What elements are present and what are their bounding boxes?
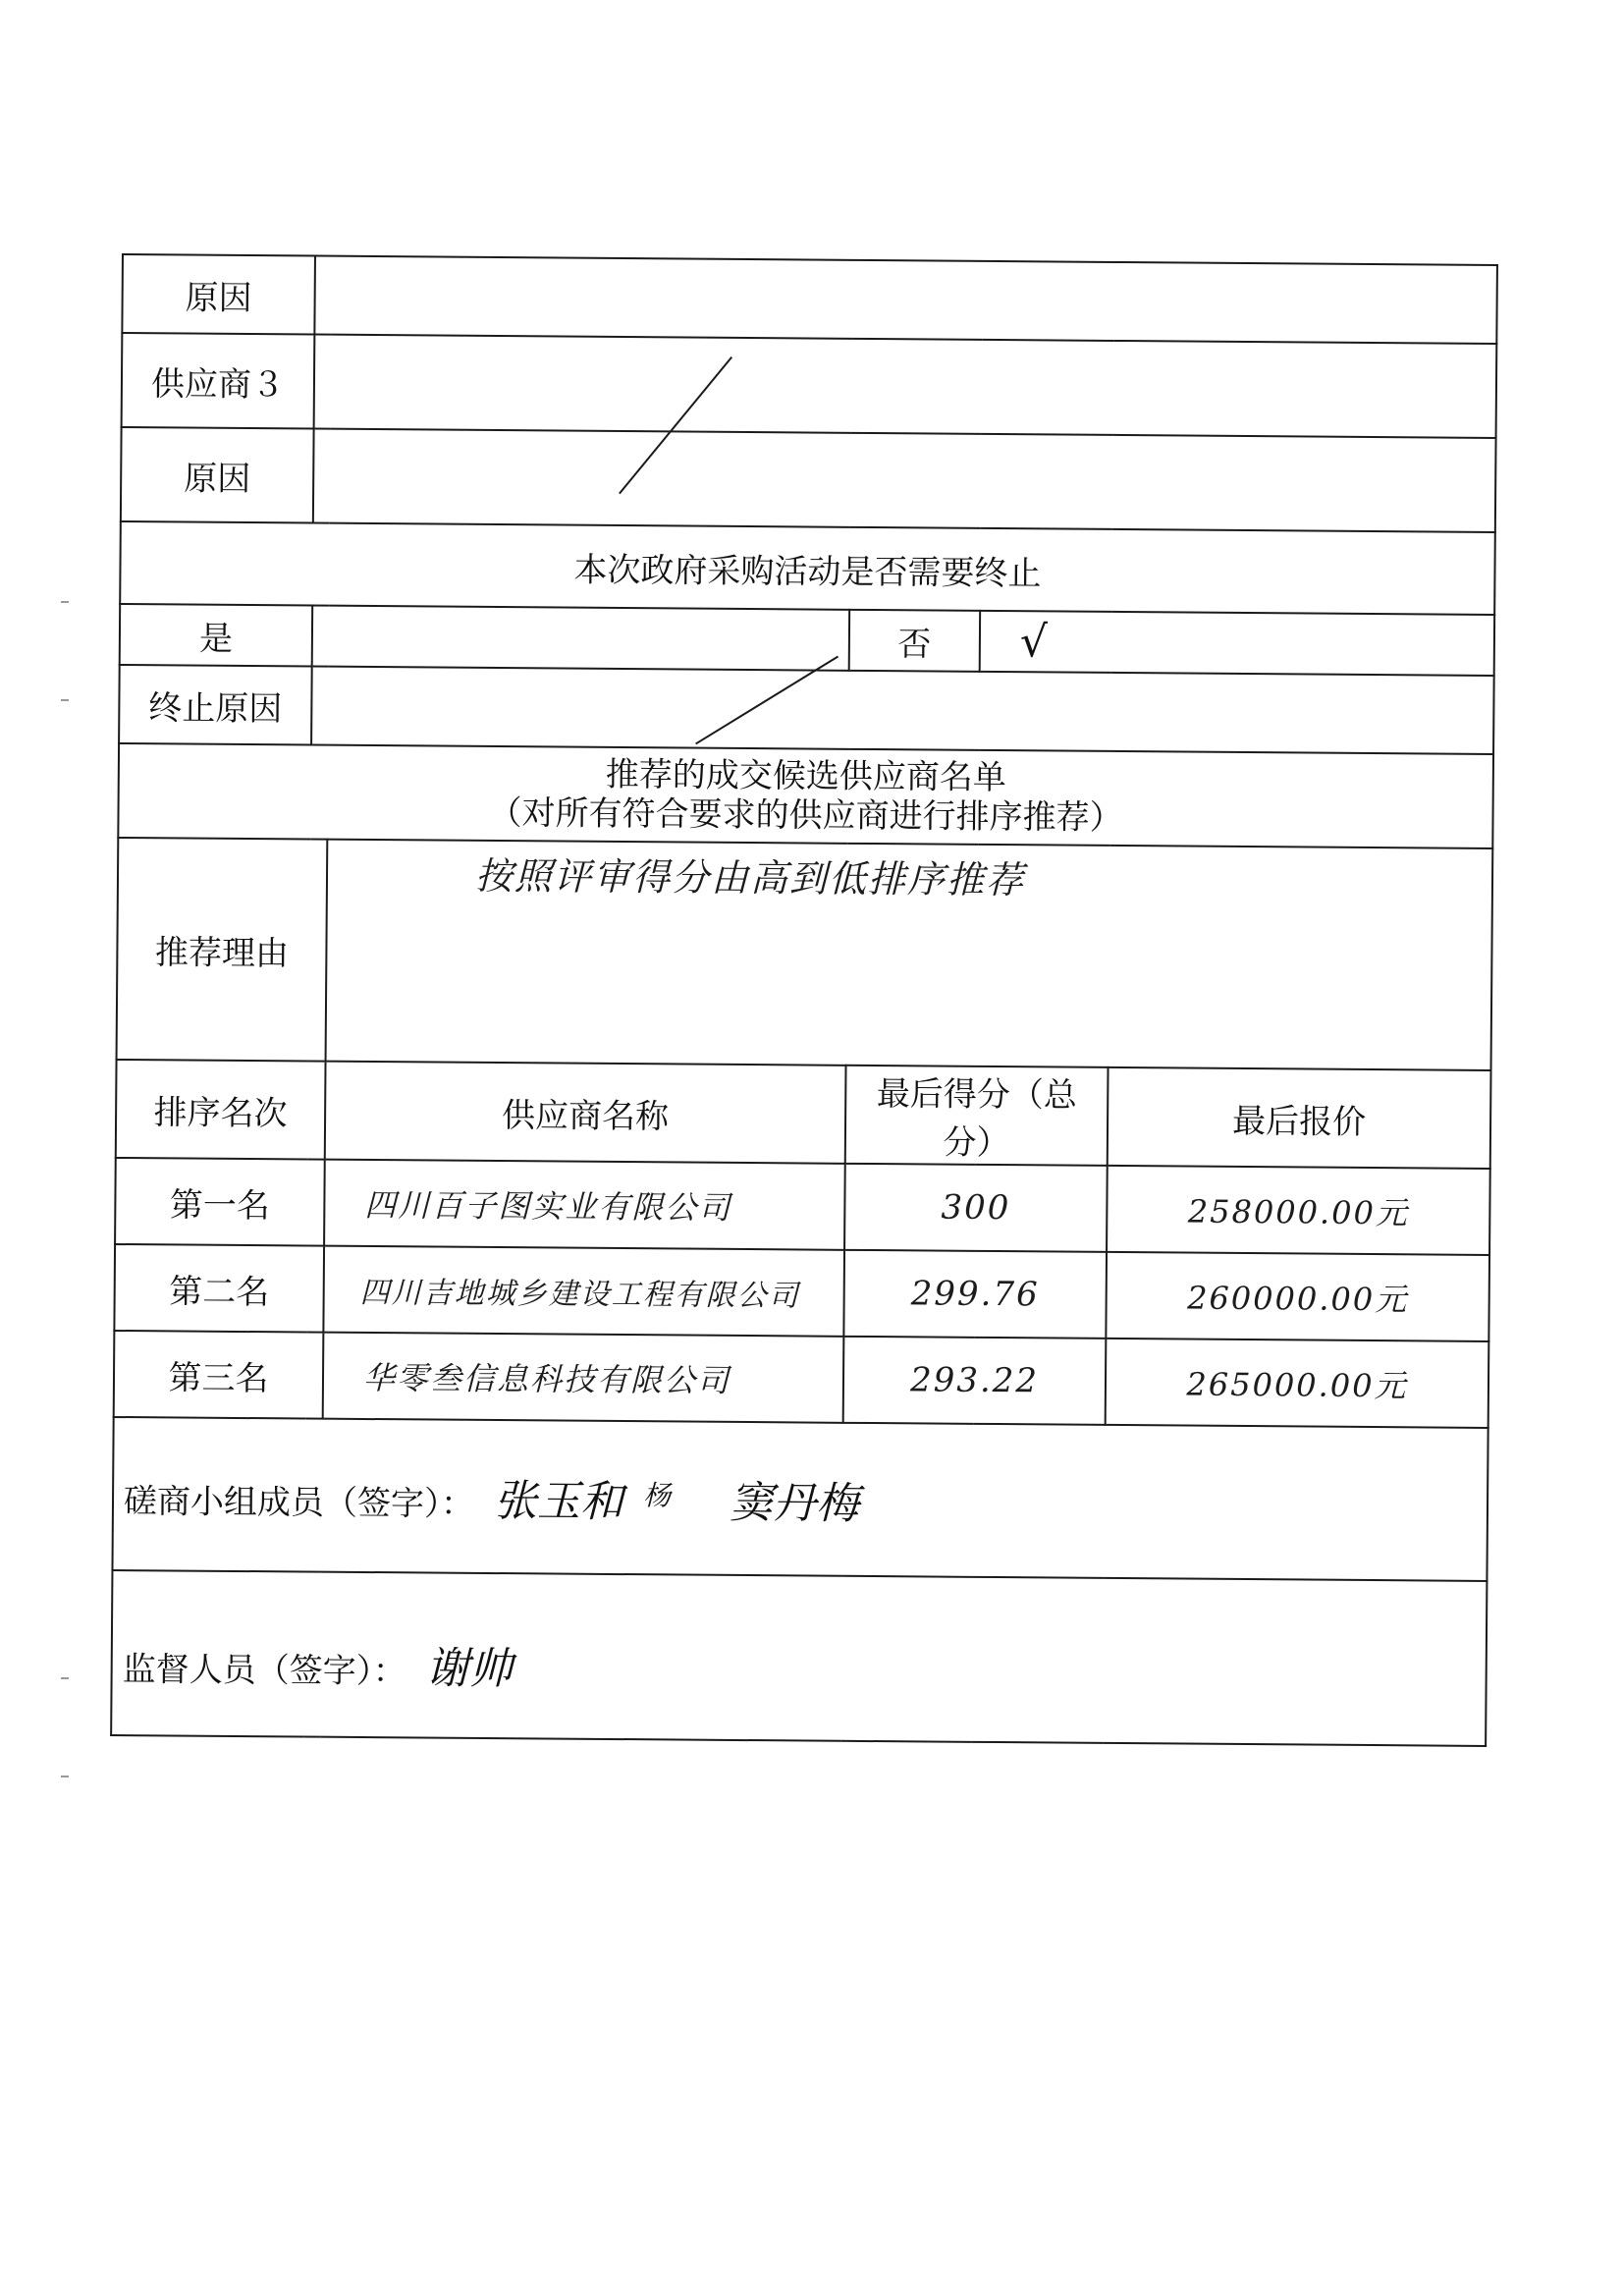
no-value-cell <box>980 611 1495 676</box>
recommend-reason-text: 按照评审得分由高到低排序推荐 <box>474 853 1026 902</box>
recommend-title: 推荐的成交候选供应商名单 <box>605 754 1007 798</box>
supervisor-signature: 谢帅 <box>425 1643 513 1695</box>
margin-mark <box>61 1776 69 1777</box>
supplier3-row <box>122 333 1497 438</box>
reason-row-2 <box>121 427 1496 532</box>
ranking-price: 258000.00元 <box>1107 1166 1490 1255</box>
reason-row-1 <box>122 254 1497 344</box>
ranking-header-supplier: 供应商名称 <box>325 1062 846 1164</box>
terminate-reason-label: 终止原因 <box>119 665 312 745</box>
ranking-supplier: 华零叁信息科技有限公司 <box>323 1333 844 1423</box>
ranking-rank: 第一名 <box>115 1158 325 1246</box>
terminate-reason-value-cell <box>311 667 1494 754</box>
ranking-score: 293.22 <box>843 1337 1107 1425</box>
reason-value-cell <box>314 256 1497 344</box>
reason-label: 原因 <box>121 427 314 523</box>
ranking-row <box>114 1331 1489 1428</box>
reason-value-cell <box>313 429 1496 532</box>
terminate-question-row <box>120 521 1495 615</box>
ranking-supplier: 四川百子图实业有限公司 <box>324 1160 845 1250</box>
supervisor-signature-row <box>111 1570 1487 1746</box>
yes-value-cell <box>312 606 849 671</box>
ranking-price: 260000.00元 <box>1106 1252 1489 1341</box>
ranking-rank: 第三名 <box>114 1331 324 1419</box>
panel-signature-row <box>112 1417 1488 1581</box>
ranking-score: 300 <box>844 1164 1108 1252</box>
ranking-header-row <box>116 1060 1491 1169</box>
recommend-reason-row <box>117 838 1493 1070</box>
panel-signature-cell <box>112 1417 1488 1581</box>
margin-mark <box>61 601 69 603</box>
ranking-header-score: 最后得分（总分） <box>845 1066 1109 1166</box>
ranking-header-price: 最后报价 <box>1108 1067 1491 1169</box>
supplier3-value-cell <box>314 335 1497 438</box>
terminate-reason-row <box>119 665 1494 754</box>
recommend-title-cell <box>118 743 1493 848</box>
panel-signature-2: 杨 <box>642 1478 672 1512</box>
panel-signature-label: 磋商小组成员（签字）： <box>123 1482 475 1524</box>
procurement-form-sheet <box>110 253 1496 1747</box>
ranking-price: 265000.00元 <box>1106 1339 1489 1428</box>
recommend-title-row <box>118 743 1493 848</box>
reason-label: 原因 <box>122 254 315 335</box>
recommend-reason-value-cell <box>326 840 1493 1070</box>
supplier3-label: 供应商３ <box>122 333 315 429</box>
recommend-reason-label: 推荐理由 <box>117 838 328 1062</box>
ranking-supplier: 四川吉地城乡建设工程有限公司 <box>323 1246 844 1337</box>
yes-label: 是 <box>120 604 312 667</box>
supervisor-signature-cell <box>111 1570 1487 1746</box>
ranking-row <box>115 1158 1490 1255</box>
no-label: 否 <box>849 610 980 672</box>
yes-no-row <box>120 604 1494 676</box>
ranking-header-rank: 排序名次 <box>116 1060 326 1160</box>
recommend-subtitle: （对所有符合要求的供应商进行排序推荐） <box>488 793 1123 839</box>
margin-mark <box>61 699 69 701</box>
margin-mark <box>61 1677 69 1679</box>
terminate-question: 本次政府采购活动是否需要终止 <box>120 521 1495 615</box>
void-slash-mark <box>695 656 839 745</box>
checkmark-icon: √ <box>1019 616 1049 667</box>
ranking-rank: 第二名 <box>114 1244 324 1333</box>
ranking-row <box>114 1244 1489 1341</box>
panel-signature-1: 张玉和 <box>493 1476 624 1528</box>
procurement-form-table <box>110 253 1498 1747</box>
ranking-score: 299.76 <box>843 1250 1107 1339</box>
supervisor-signature-label: 监督人员（签字）： <box>122 1650 406 1692</box>
panel-signature-3: 窦丹梅 <box>729 1477 860 1529</box>
